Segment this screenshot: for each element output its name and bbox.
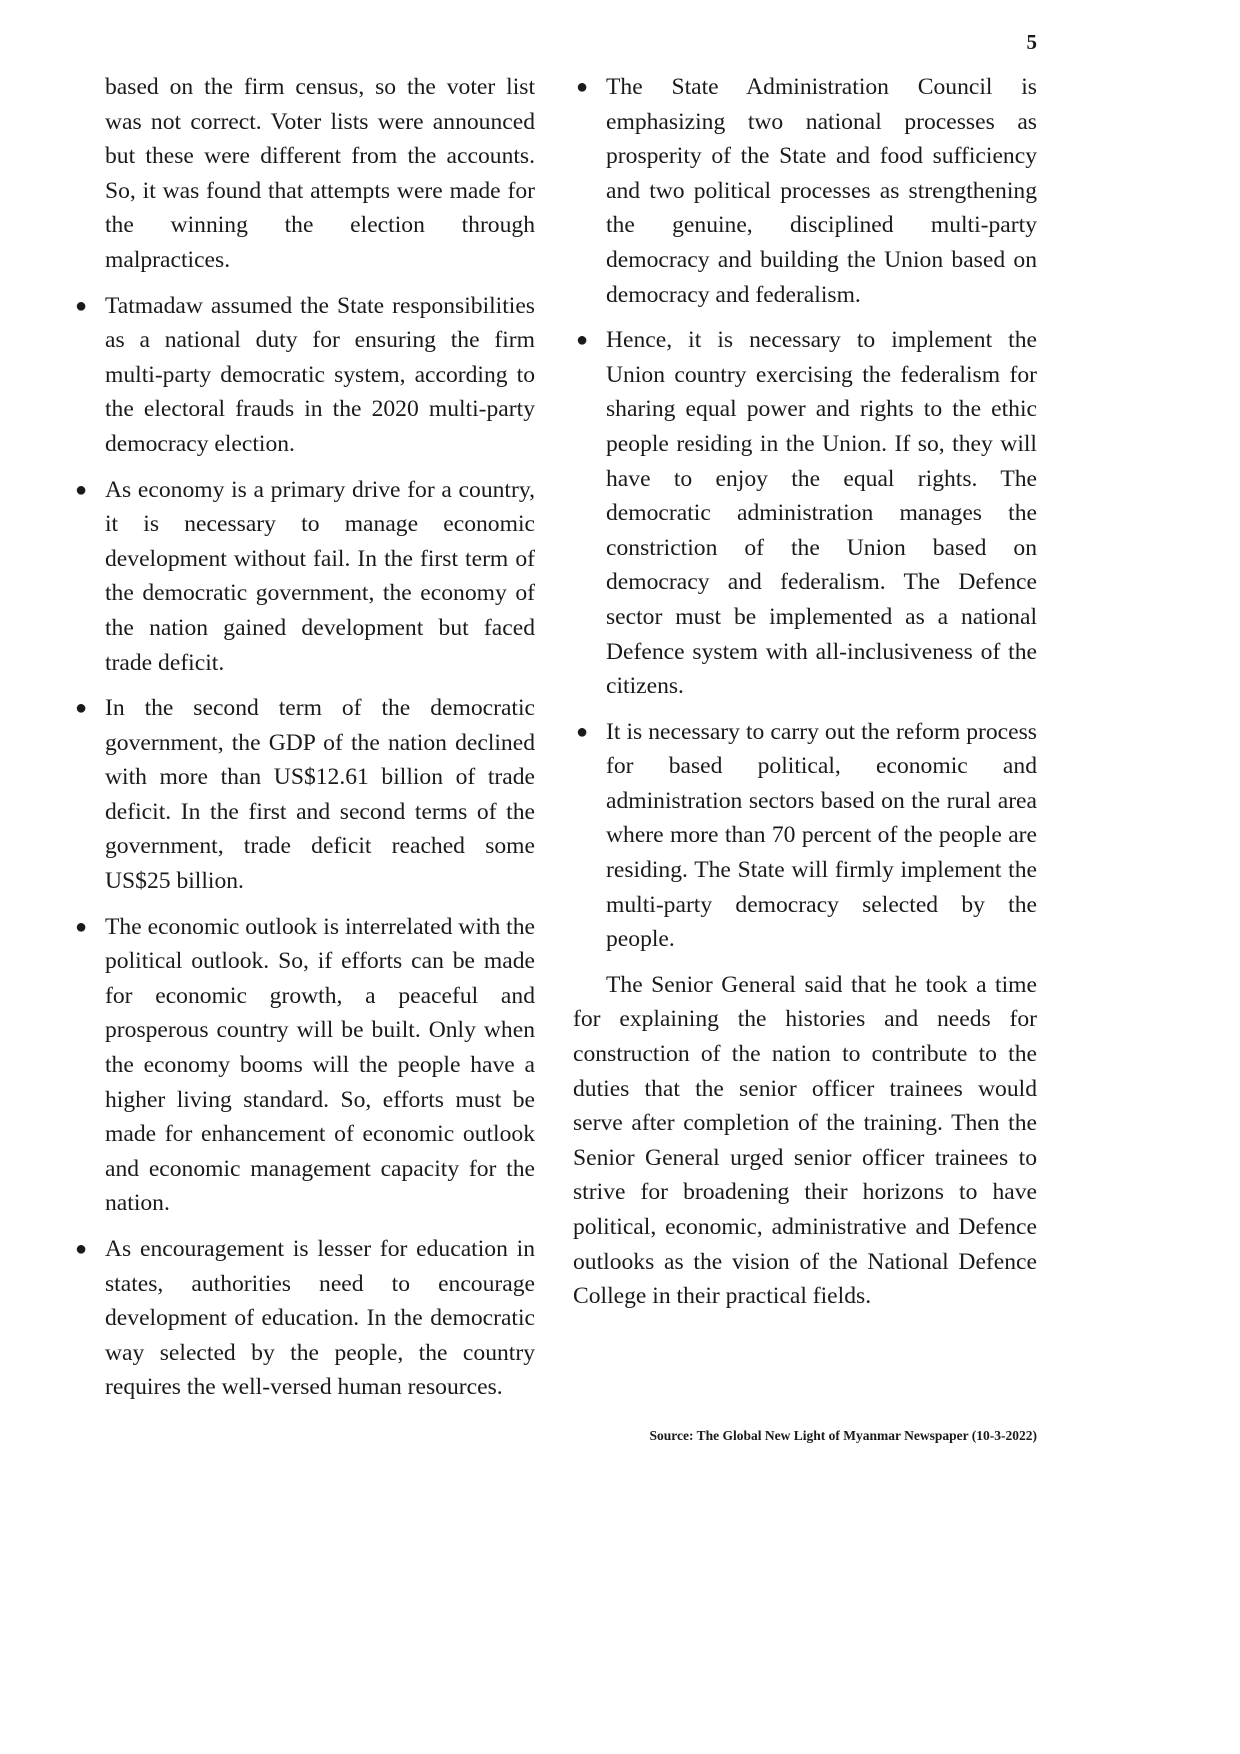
closing-paragraph: The Senior General said that he took a time for explaining the histories and needs for construction of the nation to contribute to the duties that the senior officer trainees would serve after completion of the training. Then the Senior General urged senior officer trainees to strive for broadening their horizons to have political, economic, administrative and Defence outlooks as the vision of the National Defence College in their practical fields.	[573, 971, 1037, 1310]
bullet-icon: ●	[576, 720, 589, 743]
list-item	[75, 473, 535, 681]
continuation-paragraph: based on the firm census, so the voter list was not correct. Voter lists were announced but these were different from the accounts. So, it was found that attempts were made for the winning the election through malpractices.	[105, 74, 535, 273]
list-item	[75, 289, 535, 462]
list-item-text: As encouragement is lesser for education in states, authorities need to encourage development of education. In the democratic way selected by the people, the country requires the well-versed human resources.	[105, 1236, 535, 1401]
bullet-icon: ●	[75, 915, 88, 938]
list-item	[576, 323, 1037, 704]
bullet-icon: ●	[75, 1238, 88, 1260]
list-item	[75, 1232, 535, 1405]
bullet-icon: ●	[576, 329, 589, 352]
bullet-icon: ●	[576, 76, 589, 98]
list-item-text: Tatmadaw assumed the State responsibilities as a national duty for ensuring the firm multi-party democratic system, according to the electoral frauds in the 2020 multi-party democracy election.	[105, 292, 535, 457]
list-item-text: The State Administration Council is emphasizing two national processes as prosperity of the State and food sufficiency and two political processes as strengthening the genuine, disciplined multi-party democracy and building the Union based on democracy and federalism.	[606, 74, 1037, 308]
list-item	[576, 715, 1037, 957]
list-item-text: In the second term of the democratic government, the GDP of the nation declined with more than US$12.61 billion of trade deficit. In the first and second terms of the government, trade deficit reached some US$25 billion.	[105, 695, 535, 895]
source-citation: Source: The Global New Light of Myanmar Newspaper (10-3-2022)	[649, 1428, 1037, 1443]
list-item	[75, 691, 535, 899]
list-item	[75, 910, 535, 1221]
list-item	[576, 70, 1037, 312]
bullet-icon: ●	[75, 294, 88, 317]
list-item-text: Hence, it is necessary to implement the Union country exercising the federalism for sharing equal power and rights to the ethic people residing in the Union. If so, they will have to enjoy the equal rights. The democratic administration manages the constriction of the Union based on democracy and federalism. The Defence sector must be implemented as a national Defence system with all-inclusiveness of the citizens.	[606, 327, 1037, 700]
bullet-icon: ●	[75, 697, 88, 720]
right-column	[573, 70, 1037, 1325]
left-column	[75, 70, 535, 1416]
list-item-text: The economic outlook is interrelated with the political outlook. So, if efforts can be made for economic growth, a peaceful and prosperous country will be built. Only when the economy booms will the people have a higher living standard. So, efforts must be made for enhancement of economic outlook and economic management capacity for the nation.	[105, 913, 535, 1217]
bullet-icon: ●	[75, 478, 88, 501]
page-number: 5	[1026, 30, 1037, 54]
list-item-text: As economy is a primary drive for a country, it is necessary to manage economic development without fail. In the first term of the democratic government, the economy of the nation gained development but faced trade deficit.	[105, 476, 535, 676]
list-item-text: It is necessary to carry out the reform process for based political, economic and administration sectors based on the rural area where more than 70 percent of the people are residing. The State will firmly implement the multi-party democracy selected by the people.	[606, 718, 1037, 953]
